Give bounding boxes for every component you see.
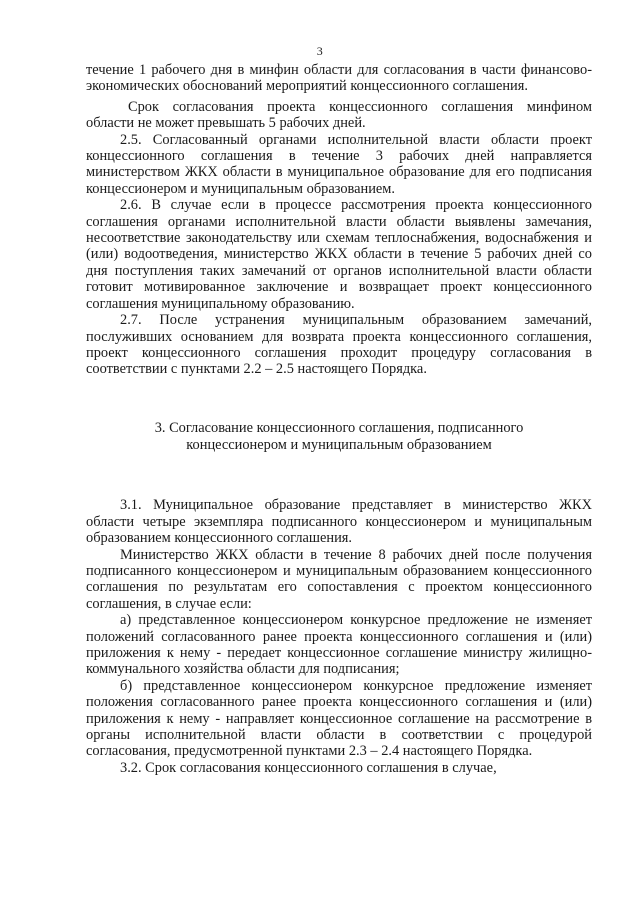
paragraph-2-5: 2.5. Согласованный органами исполнительной власти области проект концессионного соглашения в течение 3 рабочих дней направляется министерством ЖКХ области в муниципальное образование для его подписания концессионером и муниципальным образованием. — [86, 131, 592, 197]
paragraph: Срок согласования проекта концессионного соглашения минфином области не может превышать 5 рабочих дней. — [86, 98, 592, 132]
section-heading-line-1: 3. Согласование концессионного соглашения, подписанного — [154, 419, 524, 436]
paragraph-3-2: 3.2. Срок согласования концессионного соглашения в случае, — [120, 759, 497, 776]
paragraph-2-7: 2.7. После устранения муниципальным образованием замечаний, послуживших основанием для возврата проекта концессионного соглашения, проект концессионного соглашения проходит процедуру согласования в соответствии с пунктами 2.2 – 2.5 настоящего Порядка. — [86, 312, 592, 378]
paragraph: Министерство ЖКХ области в течение 8 рабочих дней после получения подписанного концессионером и муниципальным образованием концессионного соглашения по результатам его сопоставления с проектом концессионного соглашения, в случае если: — [86, 546, 592, 612]
paragraph-item-b: б) представленное концессионером конкурсное предложение изменяет положения согласованного ранее проекта концессионного соглашения и (или) приложения к нему - направляет концессионное соглашение на рассмотрение в органы исполнительной власти области в соответствии с процедурой согласования, предусмотренной пунктами 2.3 – 2.4 настоящего Порядка. — [86, 677, 592, 760]
page-number: 3 — [316, 44, 324, 58]
paragraph-item-a: а) представленное концессионером конкурсное предложение не изменяет положений согласованного ранее проекта концессионного соглашения и (или) приложения к нему - передает концессионное соглашение министру жилищно-коммунального хозяйства области для подписания; — [86, 612, 592, 678]
document-body — [86, 62, 592, 776]
paragraph: течение 1 рабочего дня в минфин области для согласования в части финансово-экономических обоснований мероприятий концессионного соглашения. — [86, 62, 592, 95]
paragraph-2-6: 2.6. В случае если в процессе рассмотрения проекта концессионного соглашения органами исполнительной власти области выявлены замечания, несоответствие законодательству или схемам теплоснабжения, водоснабжения и (или) водоотведения, министерство ЖКХ области в течение 5 рабочих дней со дня поступления таких замечаний от органов исполнительной власти области готовит мотивированное заключение и возвращает проект концессионного соглашения муниципальному образованию. — [86, 197, 592, 312]
paragraph-3-1: 3.1. Муниципальное образование представляет в министерство ЖКХ области четыре экземпляра подписанного концессионером и муниципальным образованием концессионного соглашения. — [86, 497, 592, 547]
section-heading-line-2: концессионером и муниципальным образованием — [186, 436, 492, 453]
